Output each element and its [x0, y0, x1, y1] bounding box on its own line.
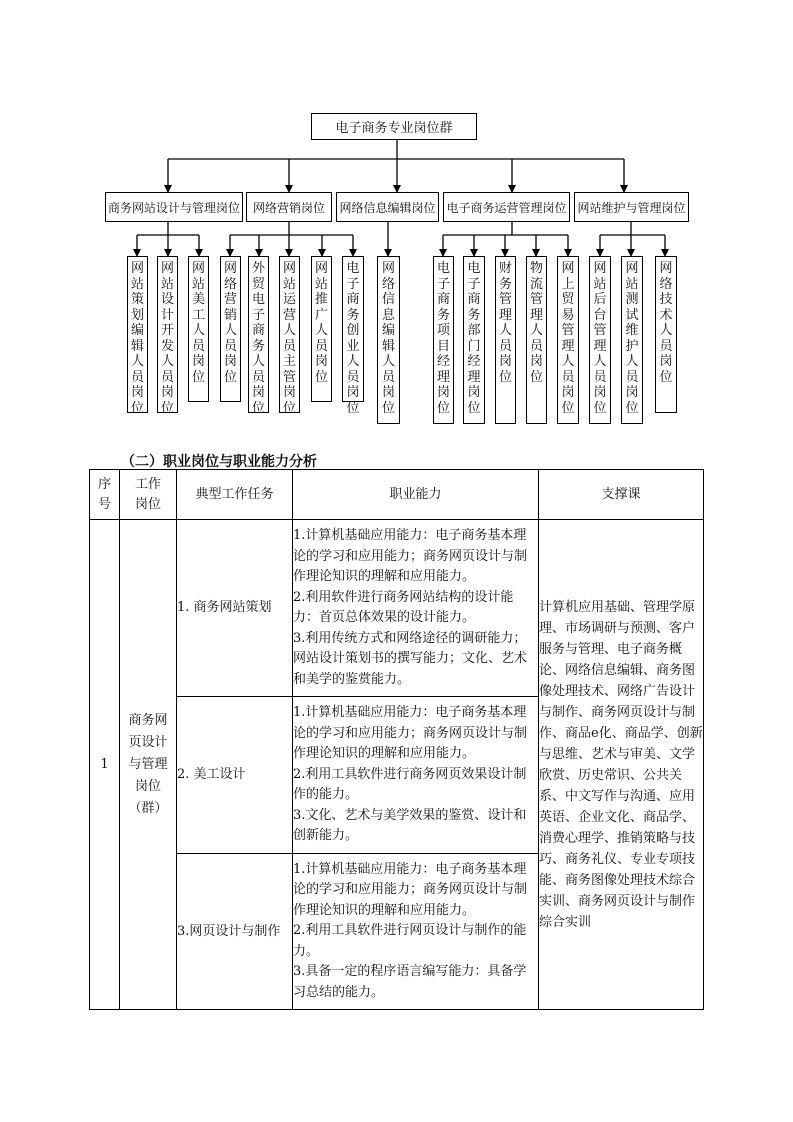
org-leaf-label: 电 子 商 务 项 目 经 理 岗 位 — [436, 261, 450, 416]
org-leaf-label: 网 站 测 试 维 护 人 员 岗 位 — [625, 261, 639, 416]
org-root-box — [311, 113, 477, 140]
table-header-row — [90, 470, 704, 520]
org-leaf-label: 网 站 设 计 开 发 人 员 岗 位 — [160, 261, 174, 416]
cell-post: 商务网页设计与管理岗位（群） — [120, 520, 177, 1010]
table-row — [90, 520, 704, 697]
org-leaf-box — [342, 256, 364, 416]
cell-ability: 1.计算机基础应用能力：电子商务基本理论的学习和应用能力；商务网页设计与制作理论知识的理解和应用能力。 2.利用软件进行商务网站结构的设计能力：首页总体效果的设计能力。 3.利用传统方式和网络途径的调研能力；网站设计策划书的撰写能力；文化、艺术和美学的鉴赏能力。 — [293, 520, 539, 697]
cell-task: 3.网页设计与制作 — [177, 854, 293, 1010]
org-leaf-label: 物 流 管 理 人 员 岗 位 — [529, 261, 543, 385]
cell-seq: 1 — [90, 520, 120, 1010]
org-group-box-marketing — [246, 192, 332, 222]
org-leaf-box — [220, 256, 241, 402]
org-group-label: 电子商务运营管理岗位 — [446, 200, 567, 215]
org-group-box-website-design — [105, 192, 243, 222]
job-ability-table — [89, 469, 704, 1010]
org-group-label: 商务网站设计与管理岗位 — [107, 200, 240, 215]
org-leaf-box — [557, 256, 579, 424]
org-leaf-label: 网 络 信 息 编 辑 人 员 岗 位 — [381, 261, 395, 416]
org-leaf-box — [279, 256, 300, 416]
cell-ability: 1.计算机基础应用能力：电子商务基本理论的学习和应用能力；商务网页设计与制作理论知识的理解和应用能力。 2.利用工具软件进行商务网页效果设计制作的能力。 3.文化、艺术与美学效果的鉴赏、设计和创新能力。 — [293, 697, 539, 854]
org-leaf-label: 外 贸 电 子 商 务 人 员 岗 位 — [251, 261, 265, 416]
org-leaf-box — [248, 256, 269, 416]
org-leaf-label: 网 站 后 台 管 理 人 员 岗 位 — [593, 261, 607, 416]
org-leaf-label: 网 站 策 划 编 辑 人 员 岗 位 — [130, 261, 144, 416]
org-leaf-label: 网 站 推 广 人 员 岗 位 — [314, 261, 328, 385]
cell-ability: 1.计算机基础应用能力：电子商务基本理论的学习和应用能力；商务网页设计与制作理论知识的理解和应用能力。 2.利用工具软件进行网页设计与制作的能力。 3.具备一定的程序语言编写能力：具备学习总结的能力。 — [293, 854, 539, 1010]
org-leaf-box — [655, 256, 677, 413]
org-leaf-label: 电 子 商 务 创 业 人 员 岗 位 — [346, 261, 360, 416]
org-leaf-label: 网 络 技 术 人 员 岗 位 — [659, 261, 673, 385]
header-task: 典型工作任务 — [177, 470, 293, 520]
cell-task: 2. 美工设计 — [177, 697, 293, 854]
section-title: （二）职业岗位与职业能力分析 — [121, 454, 317, 470]
header-course: 支撑课 — [539, 470, 704, 520]
org-group-label: 网络信息编辑岗位 — [339, 200, 436, 215]
org-leaf-box — [188, 256, 209, 402]
org-group-label: 网站维护与管理岗位 — [577, 200, 686, 215]
org-leaf-label: 财 务 管 理 人 员 岗 位 — [498, 261, 512, 385]
org-leaf-box — [495, 256, 516, 424]
org-leaf-label: 网 站 美 工 人 员 岗 位 — [191, 261, 205, 385]
org-leaf-box — [377, 256, 400, 424]
org-leaf-box — [433, 256, 454, 424]
org-leaf-box — [463, 256, 485, 424]
org-group-box-operations — [443, 192, 570, 222]
header-post: 工作岗位 — [120, 470, 177, 520]
org-leaf-label: 网 站 运 营 人 员 主 管 岗 位 — [282, 261, 296, 416]
header-ability: 职业能力 — [293, 470, 539, 520]
org-leaf-box — [157, 256, 178, 416]
cell-course: 计算机应用基础、管理学原理、市场调研与预测、客户服务与管理、电子商务概论、网络信息编辑、商务图像处理技术、网络广告设计与制作、商务网页设计与制作、商品e化、商品学、创新与思维、艺术与审美、文学欣赏、历史常识、公共关系、中文写作与沟通、应用英语、企业文化、商品学、消费心理学、推销策略与技巧、商务礼仪、专业专项技能、商务图像处理技术综合实训、商务网页设计与制作综合实训 — [539, 520, 704, 1010]
org-group-box-info-editing — [336, 192, 439, 222]
header-seq: 序号 — [90, 470, 120, 520]
org-leaf-box — [621, 256, 643, 424]
org-leaf-label: 网 上 贸 易 管 理 人 员 岗 位 — [561, 261, 575, 416]
org-leaf-label: 网 络 营 销 人 员 岗 位 — [223, 261, 237, 385]
org-leaf-box — [311, 256, 332, 402]
cell-task: 1. 商务网站策划 — [177, 520, 293, 697]
org-leaf-box — [127, 256, 148, 416]
org-leaf-box — [589, 256, 611, 424]
org-leaf-box — [526, 256, 547, 424]
org-group-box-maintenance — [574, 192, 689, 222]
org-leaf-label: 电 子 商 务 部 门 经 理 岗 位 — [467, 261, 481, 416]
org-group-label: 网络营销岗位 — [252, 200, 325, 215]
org-root-label: 电子商务专业岗位群 — [335, 121, 453, 136]
